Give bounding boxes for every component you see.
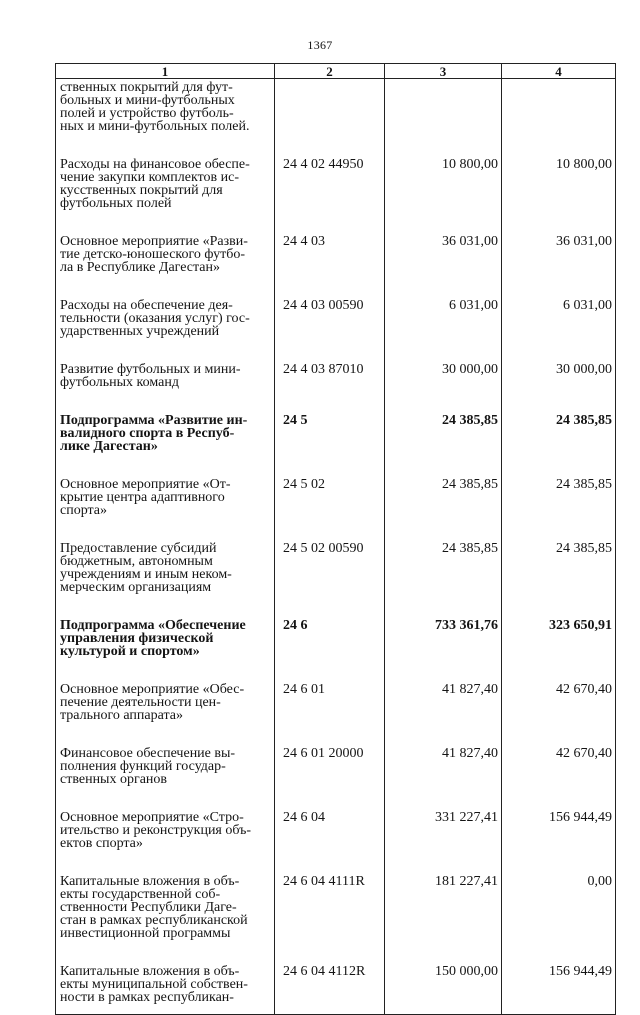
table-header: [56, 64, 616, 79]
row-value-col4: 6 031,00: [502, 299, 616, 363]
row-value-col4: 36 031,00: [502, 235, 616, 299]
row-code: 24 6 04: [275, 811, 385, 875]
table-row: [56, 542, 616, 619]
row-code: 24 6 01: [275, 683, 385, 747]
table-row: [56, 79, 616, 159]
row-code: 24 5 02: [275, 478, 385, 542]
row-value-col4: 0,00: [502, 875, 616, 965]
table-body: [56, 79, 616, 1015]
row-code: 24 6 04 4112R: [275, 965, 385, 1015]
row-code: 24 4 02 44950: [275, 158, 385, 235]
row-code: [275, 79, 385, 159]
column-header-4: 4: [502, 64, 616, 79]
row-value-col4: 42 670,40: [502, 747, 616, 811]
row-value-col4: 24 385,85: [502, 542, 616, 619]
row-code: 24 4 03 00590: [275, 299, 385, 363]
row-name: Подпрограмма «Обеспечение управления физической культурой и спортом»: [56, 619, 275, 683]
row-value-col4: 156 944,49: [502, 811, 616, 875]
table-row: [56, 299, 616, 363]
row-code: 24 4 03 87010: [275, 363, 385, 414]
table-row: [56, 811, 616, 875]
budget-table: [55, 63, 616, 1015]
table-row: [56, 235, 616, 299]
column-header-3: 3: [385, 64, 502, 79]
row-name: Капитальные вложения в объ- екты государственной соб- ственности Республики Даге- стан в рамках республиканской инвестиционной программы: [56, 875, 275, 965]
row-value-col3: 24 385,85: [385, 478, 502, 542]
row-value-col3: 24 385,85: [385, 414, 502, 478]
row-value-col4: 30 000,00: [502, 363, 616, 414]
row-name: Основное мероприятие «От- крытие центра адаптивного спорта»: [56, 478, 275, 542]
table-row: [56, 363, 616, 414]
row-name: Предоставление субсидий бюджетным, автономным учреждениям и иным неком- мерческим организациям: [56, 542, 275, 619]
row-value-col4: 156 944,49: [502, 965, 616, 1015]
row-value-col3: 10 800,00: [385, 158, 502, 235]
table-row: [56, 747, 616, 811]
row-value-col3: 6 031,00: [385, 299, 502, 363]
row-value-col3: 733 361,76: [385, 619, 502, 683]
row-code: 24 6 04 4111R: [275, 875, 385, 965]
row-code: 24 5 02 00590: [275, 542, 385, 619]
table-row: [56, 414, 616, 478]
row-value-col4: 323 650,91: [502, 619, 616, 683]
row-code: 24 4 03: [275, 235, 385, 299]
row-value-col3: 331 227,41: [385, 811, 502, 875]
row-name: ственных покрытий для фут- больных и мини-футбольных полей и устройство футболь- ных и мини-футбольных полей.: [56, 79, 275, 159]
row-code: 24 6 01 20000: [275, 747, 385, 811]
table-row: [56, 619, 616, 683]
row-value-col4: 24 385,85: [502, 478, 616, 542]
row-code: 24 6: [275, 619, 385, 683]
row-value-col3: 24 385,85: [385, 542, 502, 619]
row-name: Расходы на обеспечение дея- тельности (оказания услуг) гос- ударственных учреждений: [56, 299, 275, 363]
table-row: [56, 158, 616, 235]
table-row: [56, 683, 616, 747]
column-header-1: 1: [56, 64, 275, 79]
row-value-col3: 36 031,00: [385, 235, 502, 299]
row-name: Основное мероприятие «Стро- ительство и реконструкция объ- ектов спорта»: [56, 811, 275, 875]
table-row: [56, 478, 616, 542]
row-value-col3: 41 827,40: [385, 747, 502, 811]
row-name: Расходы на финансовое обеспе- чение закупки комплектов ис- кусственных покрытий для футбольных полей: [56, 158, 275, 235]
row-value-col3: [385, 79, 502, 159]
table-row: [56, 965, 616, 1015]
column-header-2: 2: [275, 64, 385, 79]
row-code: 24 5: [275, 414, 385, 478]
row-value-col3: 181 227,41: [385, 875, 502, 965]
row-value-col4: 10 800,00: [502, 158, 616, 235]
page-number: 1367: [307, 38, 333, 52]
row-name: Подпрограмма «Развитие ин- валидного спорта в Респуб- лике Дагестан»: [56, 414, 275, 478]
row-value-col3: 41 827,40: [385, 683, 502, 747]
row-name: Развитие футбольных и мини- футбольных команд: [56, 363, 275, 414]
row-value-col4: 42 670,40: [502, 683, 616, 747]
table-row: [56, 875, 616, 965]
row-value-col3: 150 000,00: [385, 965, 502, 1015]
row-name: Основное мероприятие «Разви- тие детско-юношеского футбо- ла в Республике Дагестан»: [56, 235, 275, 299]
row-name: Основное мероприятие «Обес- печение деятельности цен- трального аппарата»: [56, 683, 275, 747]
row-value-col3: 30 000,00: [385, 363, 502, 414]
row-name: Финансовое обеспечение вы- полнения функций государ- ственных органов: [56, 747, 275, 811]
row-name: Капитальные вложения в объ- екты муниципальной собствен- ности в рамках республикан-: [56, 965, 275, 1015]
row-value-col4: 24 385,85: [502, 414, 616, 478]
row-value-col4: [502, 79, 616, 159]
